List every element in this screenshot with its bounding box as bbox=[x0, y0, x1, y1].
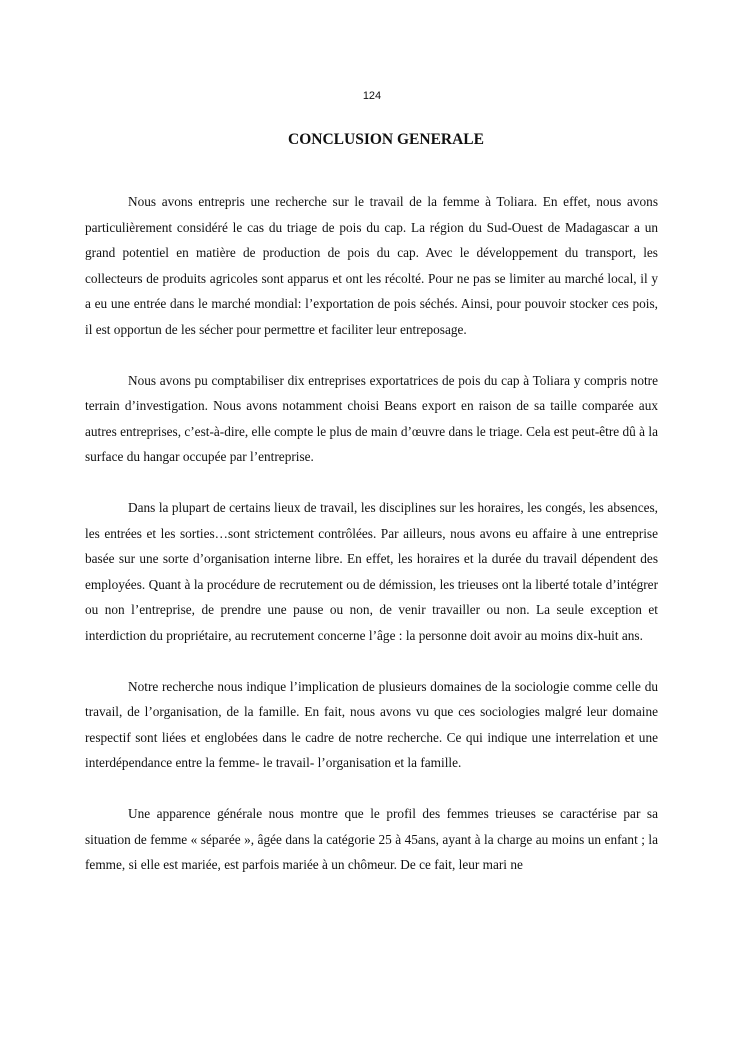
paragraph-5: Une apparence générale nous montre que le profil des femmes trieuses se caractérise par sa situation de femme « séparée », âgée dans la catégorie 25 à 45ans, ayant à la charge au moins un enfant ; la femme, si elle est mariée, est parfois mariée à un chômeur. De ce fait, leur mari ne bbox=[85, 806, 658, 872]
paragraph-1: Nous avons entrepris une recherche sur le travail de la femme à Toliara. En effet, nous avons particulièrement considéré le cas du triage de pois du cap. La région du Sud-Ouest de Madagascar a un grand potentiel en matière de production de pois du cap. Avec le développement du transport, les collecteurs de produits agricoles sont apparus et ont les récolté. Pour ne pas se limiter au marché local, il y a eu une entrée dans le marché mondial: l’exportation de pois séchés. Ainsi, pour pouvoir stocker ces pois, il est opportun de les sécher pour permettre et faciliter leur entreposage. bbox=[85, 194, 658, 337]
paragraph-4: Notre recherche nous indique l’implication de plusieurs domaines de la sociologie comme celle du travail, de l’organisation, de la famille. En fait, nous avons vu que ces sociologies malgré leur domaine respectif sont liées et englobées dans le cadre de notre recherche. Ce qui indique une interrelation et une interdépendance entre la femme- le travail- l’organisation et la famille. bbox=[85, 678, 658, 770]
page-number: 124 bbox=[362, 90, 382, 102]
body-text bbox=[85, 189, 658, 878]
paragraph-3: Dans la plupart de certains lieux de travail, les disciplines sur les horaires, les congés, les absences, les entrées et les sorties…sont strictement contrôlées. Par ailleurs, nous avons eu affaire à une entreprise basée sur une sorte d’organisation interne libre. En effet, les horaires et la durée du travail dépendent des employées. Quant à la procédure de recrutement ou de démission, les trieuses ont la liberté totale d’intégrer ou non l’entreprise, de prendre une pause ou non, de venir travailler ou non. La seule exception et interdiction du propriétaire, au recrutement concerne l’âge : la personne doit avoir au moins dix-huit ans. bbox=[85, 500, 658, 643]
page-title: CONCLUSION GENERALE bbox=[288, 131, 484, 148]
paragraph-2: Nous avons pu comptabiliser dix entreprises exportatrices de pois du cap à Toliara y compris notre terrain d’investigation. Nous avons notamment choisi Beans export en raison de sa taille comparée aux autres entreprises, c’est-à-dire, elle compte le plus de main d’œuvre dans le triage. Cela est peut-être dû à la surface du hangar occupée par l’entreprise. bbox=[85, 372, 658, 464]
